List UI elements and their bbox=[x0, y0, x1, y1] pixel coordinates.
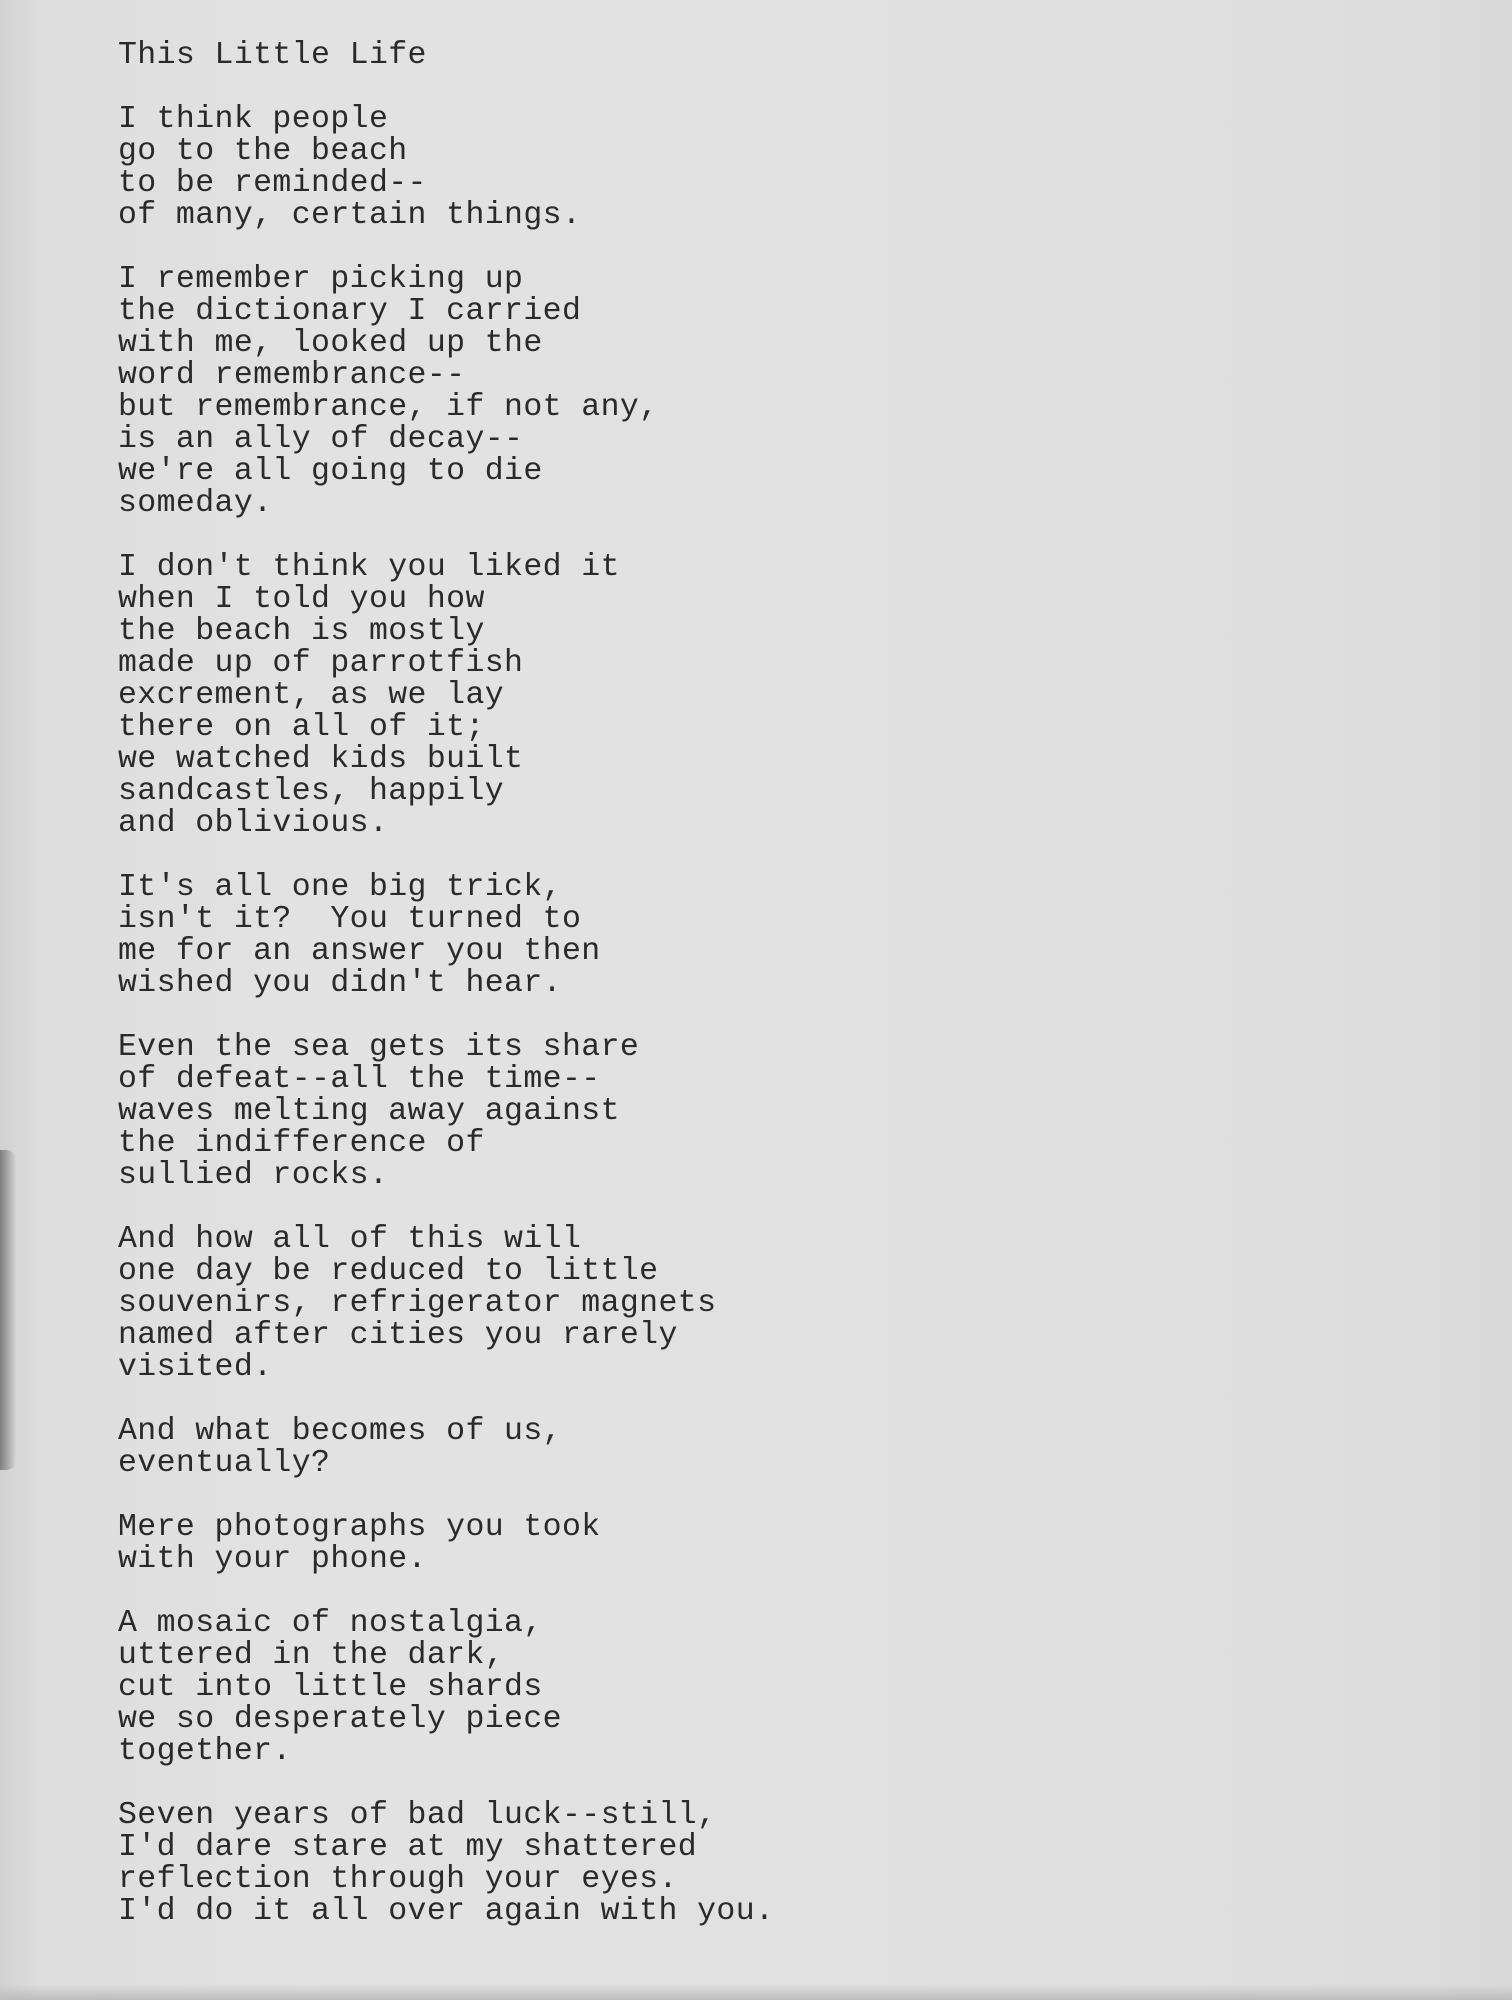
poem-line: of defeat--all the time-- bbox=[118, 1062, 601, 1097]
poem-line: someday. bbox=[118, 486, 273, 521]
poem-line: Mere photographs you took bbox=[118, 1510, 601, 1545]
stanza-9 bbox=[118, 1608, 938, 1768]
poem-line: made up of parrotfish bbox=[118, 646, 524, 681]
poem-line: with me, looked up the bbox=[118, 326, 543, 361]
stanza-8 bbox=[118, 1512, 938, 1576]
stanza-2 bbox=[118, 264, 938, 520]
stanza-5 bbox=[118, 1032, 938, 1192]
poem-line: one day be reduced to little bbox=[118, 1254, 659, 1289]
stanza-4 bbox=[118, 872, 938, 1000]
poem-line: I don't think you liked it bbox=[118, 550, 620, 585]
poem-line: is an ally of decay-- bbox=[118, 422, 524, 457]
stanza-3 bbox=[118, 552, 938, 840]
poem-line: we so desperately piece bbox=[118, 1702, 562, 1737]
poem-line: I remember picking up bbox=[118, 262, 524, 297]
poem bbox=[118, 40, 938, 1928]
stanza-1 bbox=[118, 104, 938, 232]
poem-line: visited. bbox=[118, 1350, 273, 1385]
poem-line: Seven years of bad luck--still, bbox=[118, 1798, 717, 1833]
poem-title: This Little Life bbox=[118, 38, 427, 73]
poem-line: together. bbox=[118, 1734, 292, 1769]
poem-line: It's all one big trick, bbox=[118, 870, 562, 905]
poem-line: there on all of it; bbox=[118, 710, 485, 745]
poem-line: named after cities you rarely bbox=[118, 1318, 678, 1353]
poem-line: but remembrance, if not any, bbox=[118, 390, 659, 425]
poem-line: to be reminded-- bbox=[118, 166, 427, 201]
poem-line: the dictionary I carried bbox=[118, 294, 582, 329]
poem-line: isn't it? You turned to bbox=[118, 902, 582, 937]
poem-line: uttered in the dark, bbox=[118, 1638, 505, 1673]
poem-line: souvenirs, refrigerator magnets bbox=[118, 1286, 717, 1321]
poem-line: sandcastles, happily bbox=[118, 774, 505, 809]
poem-line: I'd dare stare at my shattered bbox=[118, 1830, 698, 1865]
poem-line: waves melting away against bbox=[118, 1094, 620, 1129]
poem-line: And how all of this will bbox=[118, 1222, 582, 1257]
poem-line: word remembrance-- bbox=[118, 358, 466, 393]
poem-line: sullied rocks. bbox=[118, 1158, 389, 1193]
poem-line: we're all going to die bbox=[118, 454, 543, 489]
poem-line: me for an answer you then bbox=[118, 934, 601, 969]
page-bottom-edge bbox=[0, 1984, 1512, 2000]
poem-line: when I told you how bbox=[118, 582, 485, 617]
poem-line: the beach is mostly bbox=[118, 614, 485, 649]
poem-line: and oblivious. bbox=[118, 806, 389, 841]
stanza-7 bbox=[118, 1416, 938, 1480]
poem-line: go to the beach bbox=[118, 134, 408, 169]
poem-line: reflection through your eyes. bbox=[118, 1862, 678, 1897]
poem-line: A mosaic of nostalgia, bbox=[118, 1606, 543, 1641]
poem-line: eventually? bbox=[118, 1446, 331, 1481]
poem-line: excrement, as we lay bbox=[118, 678, 505, 713]
poem-line: the indifference of bbox=[118, 1126, 485, 1161]
poem-line: And what becomes of us, bbox=[118, 1414, 562, 1449]
poem-line: Even the sea gets its share bbox=[118, 1030, 640, 1065]
poem-line: wished you didn't hear. bbox=[118, 966, 562, 1001]
poem-line: we watched kids built bbox=[118, 742, 524, 777]
stanza-6 bbox=[118, 1224, 938, 1384]
poem-line: I'd do it all over again with you. bbox=[118, 1894, 775, 1929]
page-edge-shadow bbox=[0, 1150, 16, 1470]
poem-line: cut into little shards bbox=[118, 1670, 543, 1705]
stanza-10 bbox=[118, 1800, 938, 1928]
poem-line: with your phone. bbox=[118, 1542, 427, 1577]
poem-line: I think people bbox=[118, 102, 389, 137]
poem-line: of many, certain things. bbox=[118, 198, 582, 233]
